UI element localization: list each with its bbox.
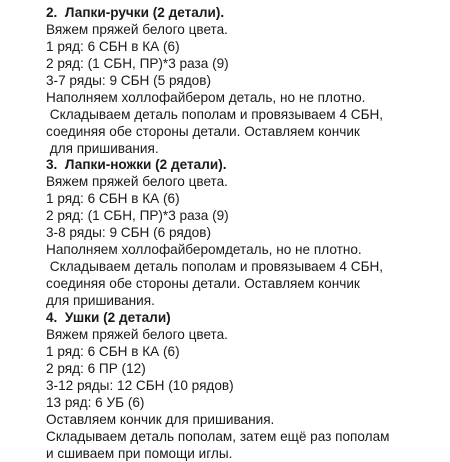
text-line: 2 ряд: (1 СБН, ПР)*3 раза (9) <box>46 56 229 71</box>
text-line: 1 ряд: 6 СБН в КА (6) <box>46 344 180 359</box>
text-line: Вяжем пряжей белого цвета. <box>46 22 228 37</box>
text-line: Наполняем холлофайберомдеталь, но не плотно. <box>46 242 362 257</box>
text-line: 1 ряд: 6 СБН в КА (6) <box>46 191 180 206</box>
text-line: Складываем деталь пополам и провязываем 4 СБН, <box>46 107 384 122</box>
text-line: Складываем деталь пополам и провязываем 4 СБН, <box>46 259 384 274</box>
text-line: для пришивания. <box>46 141 159 156</box>
text-line: Наполняем холлофайбером деталь, но не плотно. <box>46 90 366 105</box>
text-line: соединяя обе стороны детали. Оставляем кончик <box>46 276 360 291</box>
text-line: Складываем деталь пополам, затем ещё раз пополам <box>46 429 390 444</box>
text-line: 3-8 ряды: 9 СБН (6 рядов) <box>46 225 211 240</box>
section-heading-ears: 4. Ушки (2 детали) <box>46 310 171 325</box>
section-heading-paws-feet: 3. Лапки-ножки (2 детали). <box>46 157 227 172</box>
text-line: 2 ряд: (1 СБН, ПР)*3 раза (9) <box>46 208 229 223</box>
text-line: 3-12 ряды: 12 СБН (10 рядов) <box>46 378 234 393</box>
text-line: Вяжем пряжей белого цвета. <box>46 174 228 189</box>
text-line: соединяя обе стороны детали. Оставляем кончик <box>46 124 360 139</box>
text-line: и сшиваем при помощи иглы. <box>46 446 233 461</box>
text-line: Вяжем пряжей белого цвета. <box>46 327 228 342</box>
text-line: Оставляем кончик для пришивания. <box>46 412 275 427</box>
section-heading-paws-hands: 2. Лапки-ручки (2 детали). <box>46 5 225 20</box>
text-line: 3-7 ряды: 9 СБН (5 рядов) <box>46 73 211 88</box>
text-line: для пришивания. <box>46 293 155 308</box>
text-line: 13 ряд: 6 УБ (6) <box>46 395 145 410</box>
text-line: 1 ряд: 6 СБН в КА (6) <box>46 39 180 54</box>
text-line: 2 ряд: 6 ПР (12) <box>46 361 146 376</box>
